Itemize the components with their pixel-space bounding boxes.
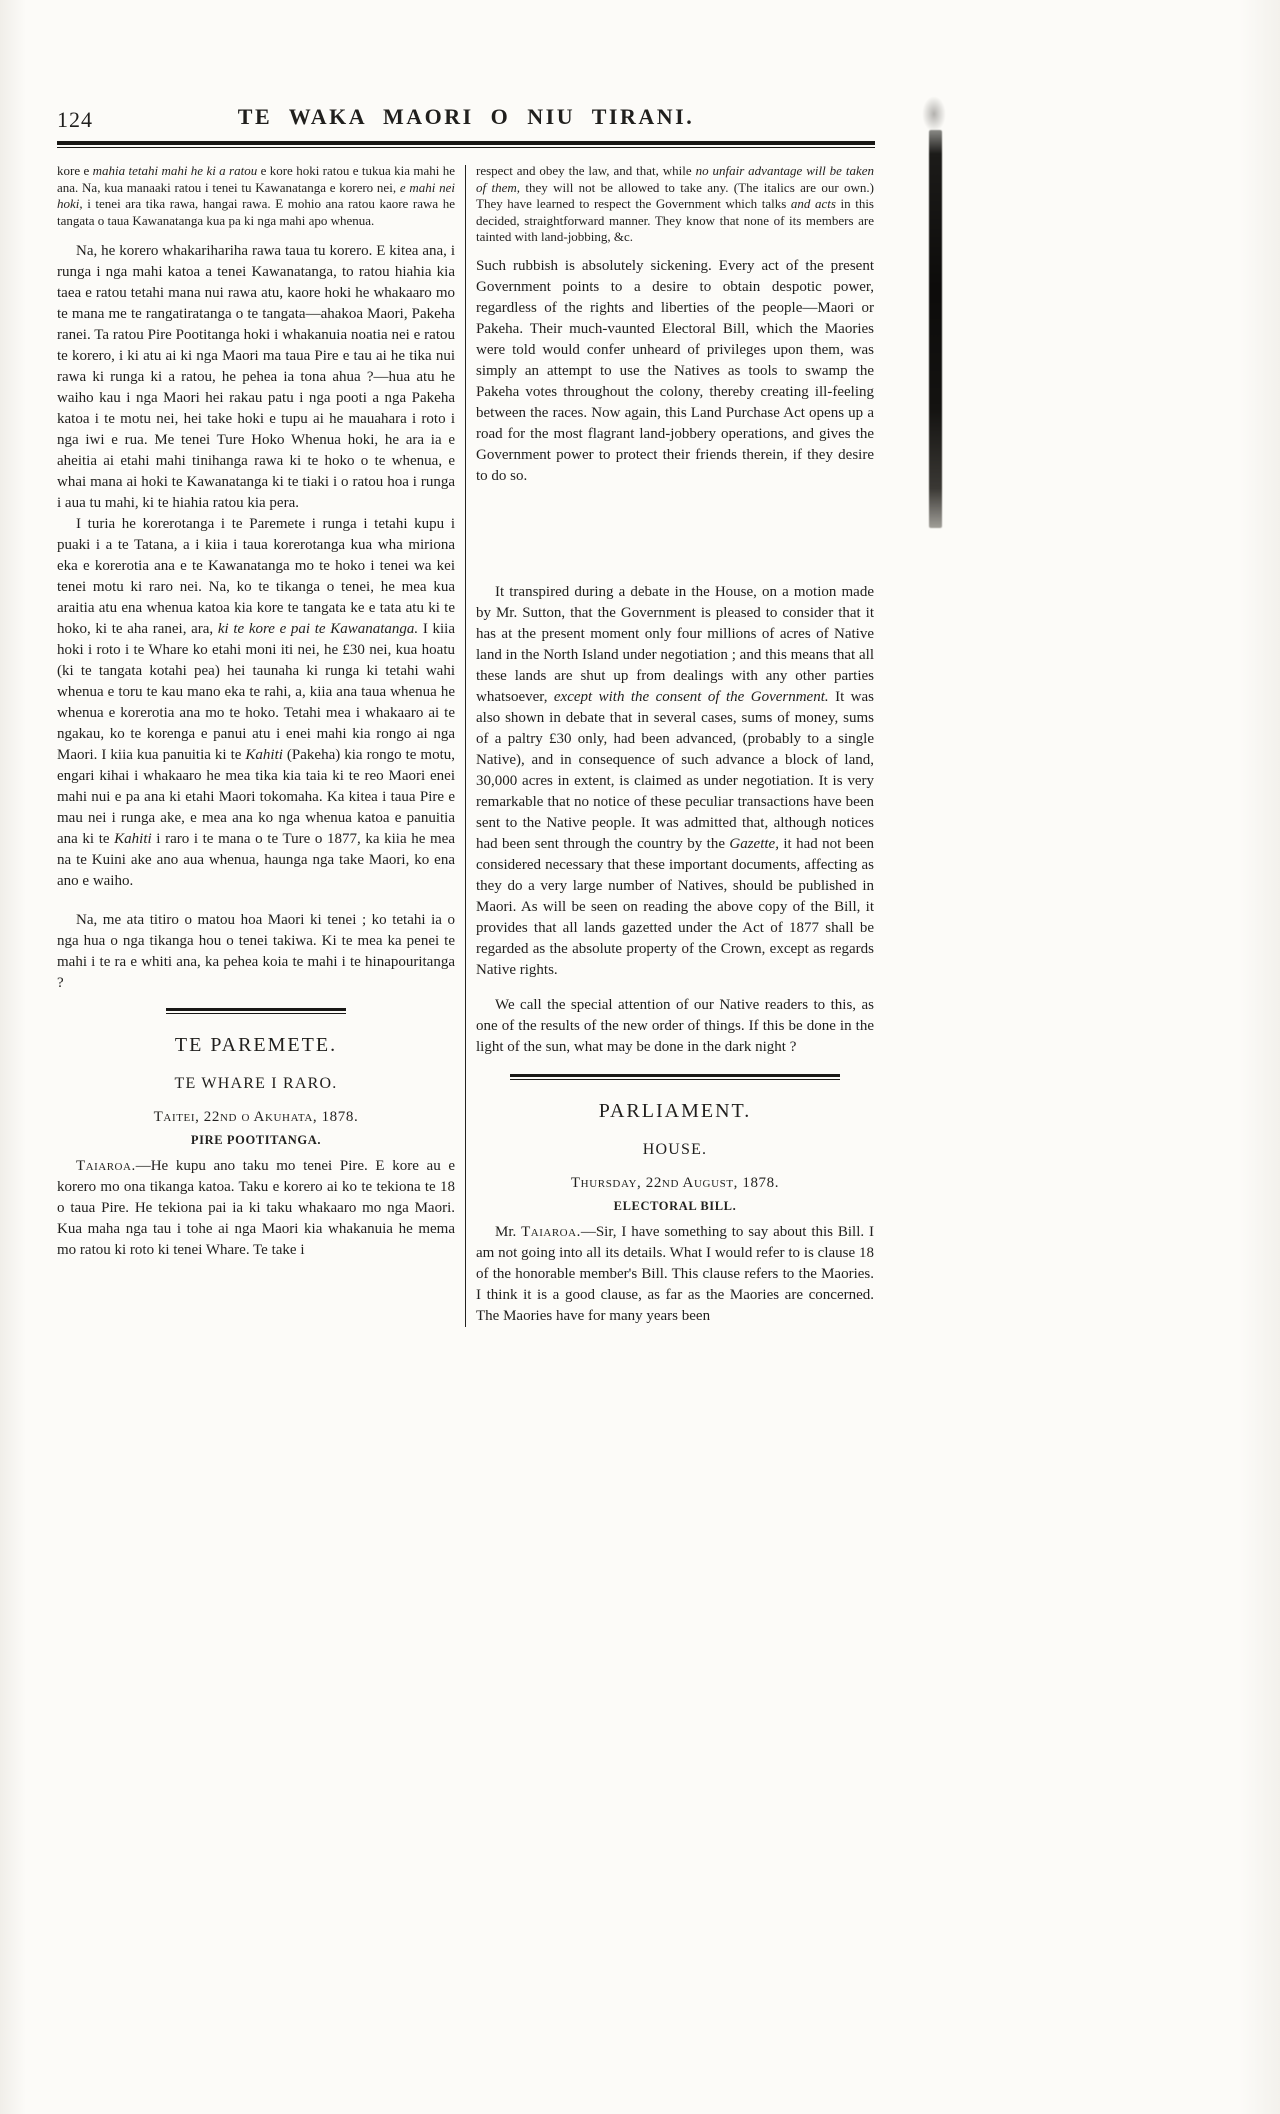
columns [57, 163, 875, 1327]
bill-heading-maori: PIRE POOTITANGA. [190, 1133, 322, 1147]
paragraph-maori: Na, he korero whakarihariha rawa taua tu korero. E kitea ana, i runga i nga mahi katoa a tenei Kawanatanga, to ratou hiahia kia taea e ratou tetahi mana nui rawa atu, kaore hoki he whakaaro mo te mana me te rangatiratanga o te tangata—ahakoa Maori, Pakeha ranei. Ta ratou Pire Pootitanga hoki i whakanuia noatia nei e ratou te korero, i ki atu ai ki nga Maori ma taua Pire e tau ai he tika nui rawa ki runga ki a ratou, he pehea ia tona ahua ?—hua atu he waiho kau i nga Maori hei rakau patu i nga pooti a nga Pakeha katoa i te motu nei, hei take hoki e tupu ai he mauahara i roto i nga iwi e rua. Me tenei Ture Hoko Whenua hoki, he ara ia e aheitia ai etahi mahi tinihanga rawa ki te hoko o te whenua, e whai mana ai hoki te Kawanatanga ki te tiaki i o ratou hoa i runga i aua tu mahi, ki te hiahia ratou kia pera. [57, 243, 455, 511]
page-content [57, 104, 875, 1327]
section-divider-rule [510, 1074, 840, 1080]
section-heading-maori: TE PAREMETE. [174, 1034, 338, 1056]
page-number: 124 [57, 107, 93, 132]
left-column [57, 163, 455, 1327]
continuation-paragraph-maori: kore e mahia tetahi mahi he ki a ratou e kore hoki ratou e tukua kia mahi he ana. Na, kua manaaki ratou i tenei tu Kawanatanga e korero nei, e mahi nei hoki, i tenei ara tika rawa, hangai rawa. E mohio ana ratou kaore rawa he tangata o taua Kawanatanga kua pa ki nga mahi apo whenua. [57, 163, 455, 228]
paragraph-english: It transpired during a debate in the House, on a motion made by Mr. Sutton, that the Government is pleased to consider that it has at the present moment only four millions of acres of Native land in the North Island under negotiation ; and this means that all these lands are shut up from dealings with any other parties whatsoever, except with the consent of the Government. It was also shown in debate that in several cases, sums of money, sums of a paltry £30 only, had been advanced, (probably to a single Native), and in consequence of such advance a block of land, 30,000 acres in extent, is claimed as under negotiation. It is very remarkable that no notice of these peculiar transactions have been sent to the Native people. It was admitted that, although notices had been sent through the country by the Gazette, it had not been considered necessary that these important documents, affecting as they do a very large number of Natives, should be published in Maori. As will be seen on reading the above copy of the Bill, it provides that all lands gazetted under the Act of 1877 shall be regarded as the absolute property of the Crown, except as regards Native rights. [476, 583, 874, 978]
section-divider-rule [166, 1008, 346, 1014]
paragraph-maori: Na, me ata titiro o matou hoa Maori ki tenei ; ko tetahi ia o nga hua o nga tikanga hou o tenei takiwa. Ki te mea ka penei te mahi i te ra e whiti ana, ka pehea koia te mahi i te hinapouritanga ? [57, 912, 455, 991]
section-heading-english: PARLIAMENT. [598, 1099, 752, 1122]
masthead-rule [57, 141, 875, 148]
continuation-paragraph-english: respect and obey the law, and that, while no unfair advantage will be taken of them, they will not be allowed to take any. (The italics are our own.) They have learned to respect the Government which talks and acts in this decided, straightforward manner. They know that none of its members are tainted with land-jobbing, &c. [476, 163, 874, 244]
session-dateline-maori: Taitei, 22nd o Akuhata, 1878. [153, 1109, 359, 1125]
speech-paragraph-maori: Taiaroa.—He kupu ano taku mo tenei Pire. E kore au e korero mo ona tikanga katoa. Taku e korero ai ko te tekiona te 18 o taua Pire. He tekiona pai ia ki taku whakaaro mo nga Maori. Kua maha nga tau i tohe ai nga Maori kia whakanuia he mema mo ratou ki roto ki tenei Whare. Te take i [57, 1158, 455, 1258]
speech-paragraph-english: Mr. Taiaroa.—Sir, I have something to say about this Bill. I am not going into all its details. What I would refer to is clause 18 of the honorable member's Bill. This clause refers to the Maories. I think it is a good clause, as far as the Maories are concerned. The Maories have for many years been [476, 1223, 874, 1324]
paragraph-english: Such rubbish is absolutely sickening. Every act of the present Government points to a desire to obtain despotic power, regardless of the rights and liberties of the people—Maori or Pakeha. Their much-vaunted Electoral Bill, which the Maories were told would confer unheard of privileges upon them, was simply an attempt to use the Natives as tools to swamp the Pakeha votes throughout the colony, thereby creating ill-feeling between the races. Now again, this Land Purchase Act opens up a road for the most flagrant land-jobbery operations, and gives the Government power to protect their friends therein, if they desire to do so. [476, 257, 874, 484]
scan-edge-artifact [929, 130, 942, 528]
masthead [57, 104, 875, 136]
paragraph-maori: I turia he korerotanga i te Paremete i runga i tetahi kupu i puaki i a te Tatana, a i kiia i taua korerotanga kua wha miriona eka e korerotia ana e te Kawanatanga mo te hoko i tenei wa kei tenei motu ki raro nei. Na, ko te tikanga o tenei, he mea kua araitia atu ena whenua katoa kia kore te tangata ke e tata atu ki te hoko, ki te aha ranei, ara, ki te kore e pai te Kawanatanga. I kiia hoki i roto i te Whare ko etahi moni iti nei, he £30 nei, kua hoatu (ki te tangata kotahi pea) hei taunaha ki runga ki tetahi wahi whenua e toru te kau mano eka te rahi, a, kiia ana taua whenua he whenua e korerotia ana mo te hoko. Tetahi mea i whakaaro ai te ngakau, ko te korenga e panui atu i enei mahi kia rongo ai nga Maori. I kiia kua panuitia ki te Kahiti (Pakeha) kia rongo te motu, engari kihai i whakaaro he mea tika kia taia ki te reo Maori enei mahi nui e pa ana ki etahi Maori tokomaha. Ka kitea i taua Pire e mau nei i runga ake, e mea ana ko nga whenua katoa e panuitia ana ki te Kahiti i raro i te mana o te Ture o 1877, ka kiia he mea na te Kuini ake ano aua whenua, haunga nga take Maori, ko ena ano e waiho. [57, 516, 455, 889]
scan-smudge-artifact [922, 96, 946, 132]
newspaper-title: TE WAKA MAORI O NIU TIRANI. [237, 104, 695, 129]
section-subheading-english: HOUSE. [642, 1140, 708, 1158]
right-column [476, 163, 874, 1327]
session-dateline-english: Thursday, 22nd August, 1878. [570, 1174, 780, 1191]
section-subheading-maori: TE WHARE I RARO. [174, 1075, 338, 1092]
bill-heading-english: ELECTORAL BILL. [613, 1198, 737, 1213]
column-divider-rule [465, 165, 466, 1327]
paragraph-english: We call the special attention of our Native readers to this, as one of the results of the new order of things. If this be done in the light of the sun, what may be done in the dark night ? [476, 996, 874, 1055]
